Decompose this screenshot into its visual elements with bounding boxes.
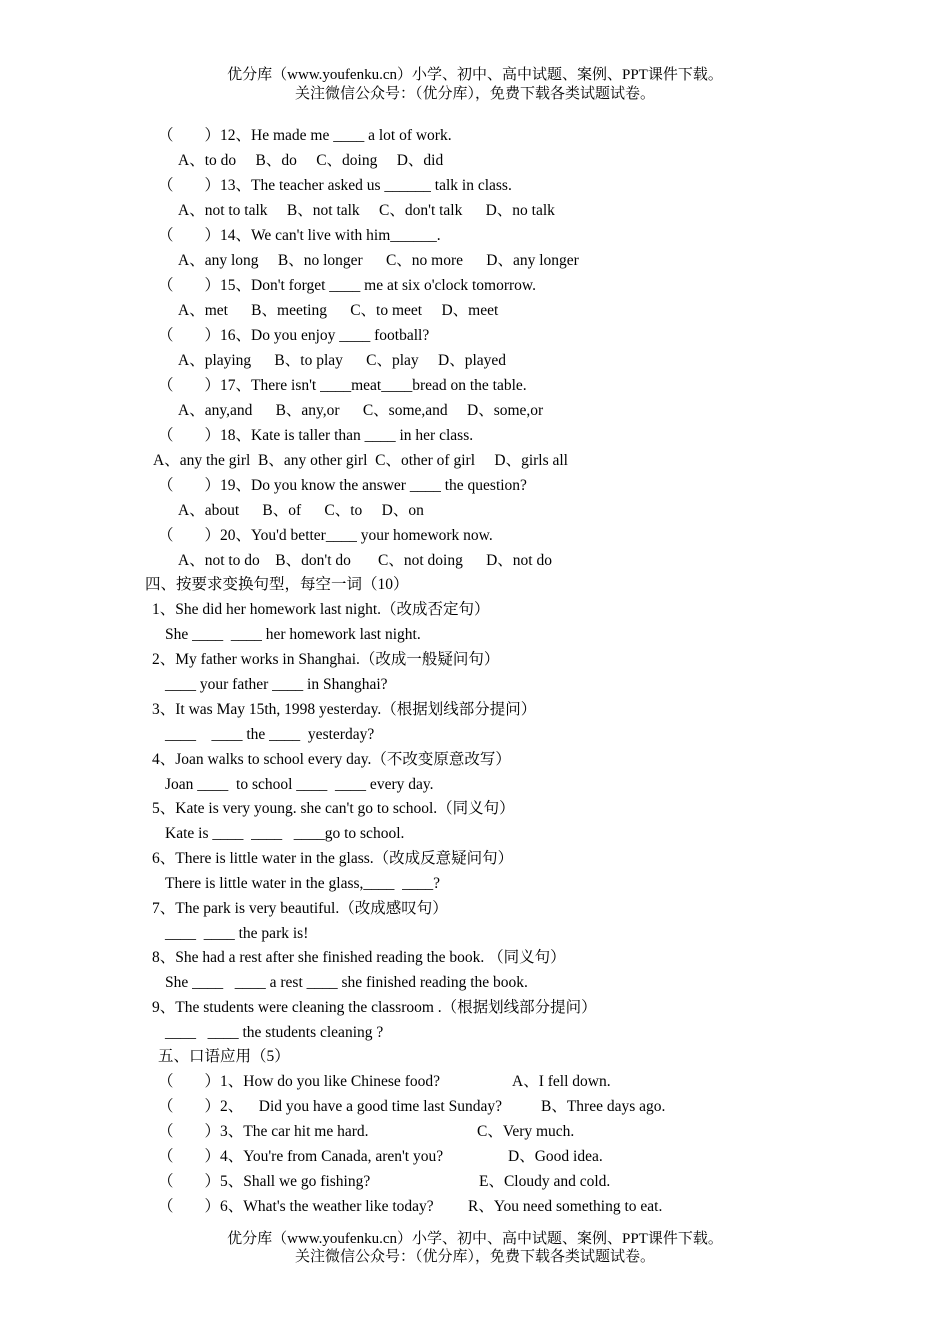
dialog-answer-e: E、Cloudy and cold. [479,1173,611,1190]
dialog-question-3: （ ）3、The car hit me hard. [158,1123,369,1140]
transform-item-6: 6、There is little water in the glass.（改成反意疑问句） [152,850,514,867]
transform-item-8: 8、She had a rest after she finished reading the book. （同义句） [152,949,566,966]
dialog-question-4: （ ）4、You're from Canada, aren't you? [158,1148,444,1165]
transform-item-1: 1、She did her homework last night.（改成否定句） [152,601,490,618]
dialog-answer-d: D、Good idea. [508,1148,603,1165]
section-5-title: 五、口语应用（5） [158,1048,290,1065]
options-16: A、playing B、to play C、play D、played [178,352,507,369]
transform-item-7: 7、The park is very beautiful.（改成感叹句） [152,900,448,917]
dialog-question-2: （ ）2、 Did you have a good time last Sunday? [158,1098,502,1115]
transform-item-2: 2、My father works in Shanghai.（改成一般疑问句） [152,651,500,668]
transform-answer-5: Kate is ____ ____ ____go to school. [165,825,405,842]
options-17: A、any,and B、any,or C、some,and D、some,or [178,402,544,419]
options-14: A、any long B、no longer C、no more D、any longer [178,252,579,269]
header-line-2: 关注微信公众号：（优分库），免费下载各类试题试卷。 [294,86,655,102]
options-19: A、about B、of C、to D、on [178,502,424,519]
transform-answer-1: She ____ ____ her homework last night. [165,626,421,643]
question-20: （ ）20、You'd better____ your homework now. [158,527,493,544]
transform-answer-9: ____ ____ the students cleaning ? [165,1024,384,1041]
dialog-answer-a: A、I fell down. [512,1073,611,1090]
options-12: A、to do B、do C、doing D、did [178,152,444,169]
transform-item-5: 5、Kate is very young. she can't go to school.（同义句） [152,800,515,817]
options-15: A、met B、meeting C、to meet D、meet [178,302,499,319]
transform-item-3: 3、It was May 15th, 1998 yesterday.（根据划线部分提问） [152,701,537,718]
transform-answer-3: ____ ____ the ____ yesterday? [165,726,375,743]
transform-answer-2: ____ your father ____ in Shanghai? [165,676,388,693]
question-13: （ ）13、The teacher asked us ______ talk in class. [158,177,512,194]
options-18: A、any the girl B、any other girl C、other of girl D、girls all [153,452,568,469]
header-line-1: 优分库（www.youfenku.cn）小学、初中、高中试题、案例、PPT课件下载。 [227,67,723,83]
question-16: （ ）16、Do you enjoy ____ football? [158,327,430,344]
transform-answer-4: Joan ____ to school ____ ____ every day. [165,776,434,793]
transform-item-4: 4、Joan walks to school every day.（不改变原意改写） [152,751,511,768]
transform-answer-8: She ____ ____ a rest ____ she finished reading the book. [165,974,528,991]
footer-line-2: 关注微信公众号：（优分库），免费下载各类试题试卷。 [294,1249,655,1265]
question-18: （ ）18、Kate is taller than ____ in her class. [158,427,474,444]
question-12: （ ）12、He made me ____ a lot of work. [158,127,452,144]
footer-line-1: 优分库（www.youfenku.cn）小学、初中、高中试题、案例、PPT课件下载。 [227,1231,723,1247]
question-19: （ ）19、Do you know the answer ____ the question? [158,477,527,494]
section-4-title: 四、按要求变换句型，每空一词（10） [145,576,409,593]
question-15: （ ）15、Don't forget ____ me at six o'clock tomorrow. [158,277,536,294]
dialog-question-1: （ ）1、How do you like Chinese food? [158,1073,440,1090]
question-17: （ ）17、There isn't ____meat____bread on the table. [158,377,527,394]
options-13: A、not to talk B、not talk C、don't talk D、no talk [178,202,555,219]
options-20: A、not to do B、don't do C、not doing D、not do [178,552,552,569]
dialog-question-5: （ ）5、Shall we go fishing? [158,1173,371,1190]
dialog-answer-r: R、You need something to eat. [468,1198,663,1215]
question-14: （ ）14、We can't live with him______. [158,227,441,244]
transform-answer-6: There is little water in the glass,____ ____? [165,875,441,892]
transform-item-9: 9、The students were cleaning the classroom .（根据划线部分提问） [152,999,597,1016]
dialog-answer-c: C、Very much. [477,1123,575,1140]
transform-answer-7: ____ ____ the park is! [165,925,309,942]
dialog-question-6: （ ）6、What's the weather like today? [158,1198,434,1215]
dialog-answer-b: B、Three days ago. [541,1098,666,1115]
